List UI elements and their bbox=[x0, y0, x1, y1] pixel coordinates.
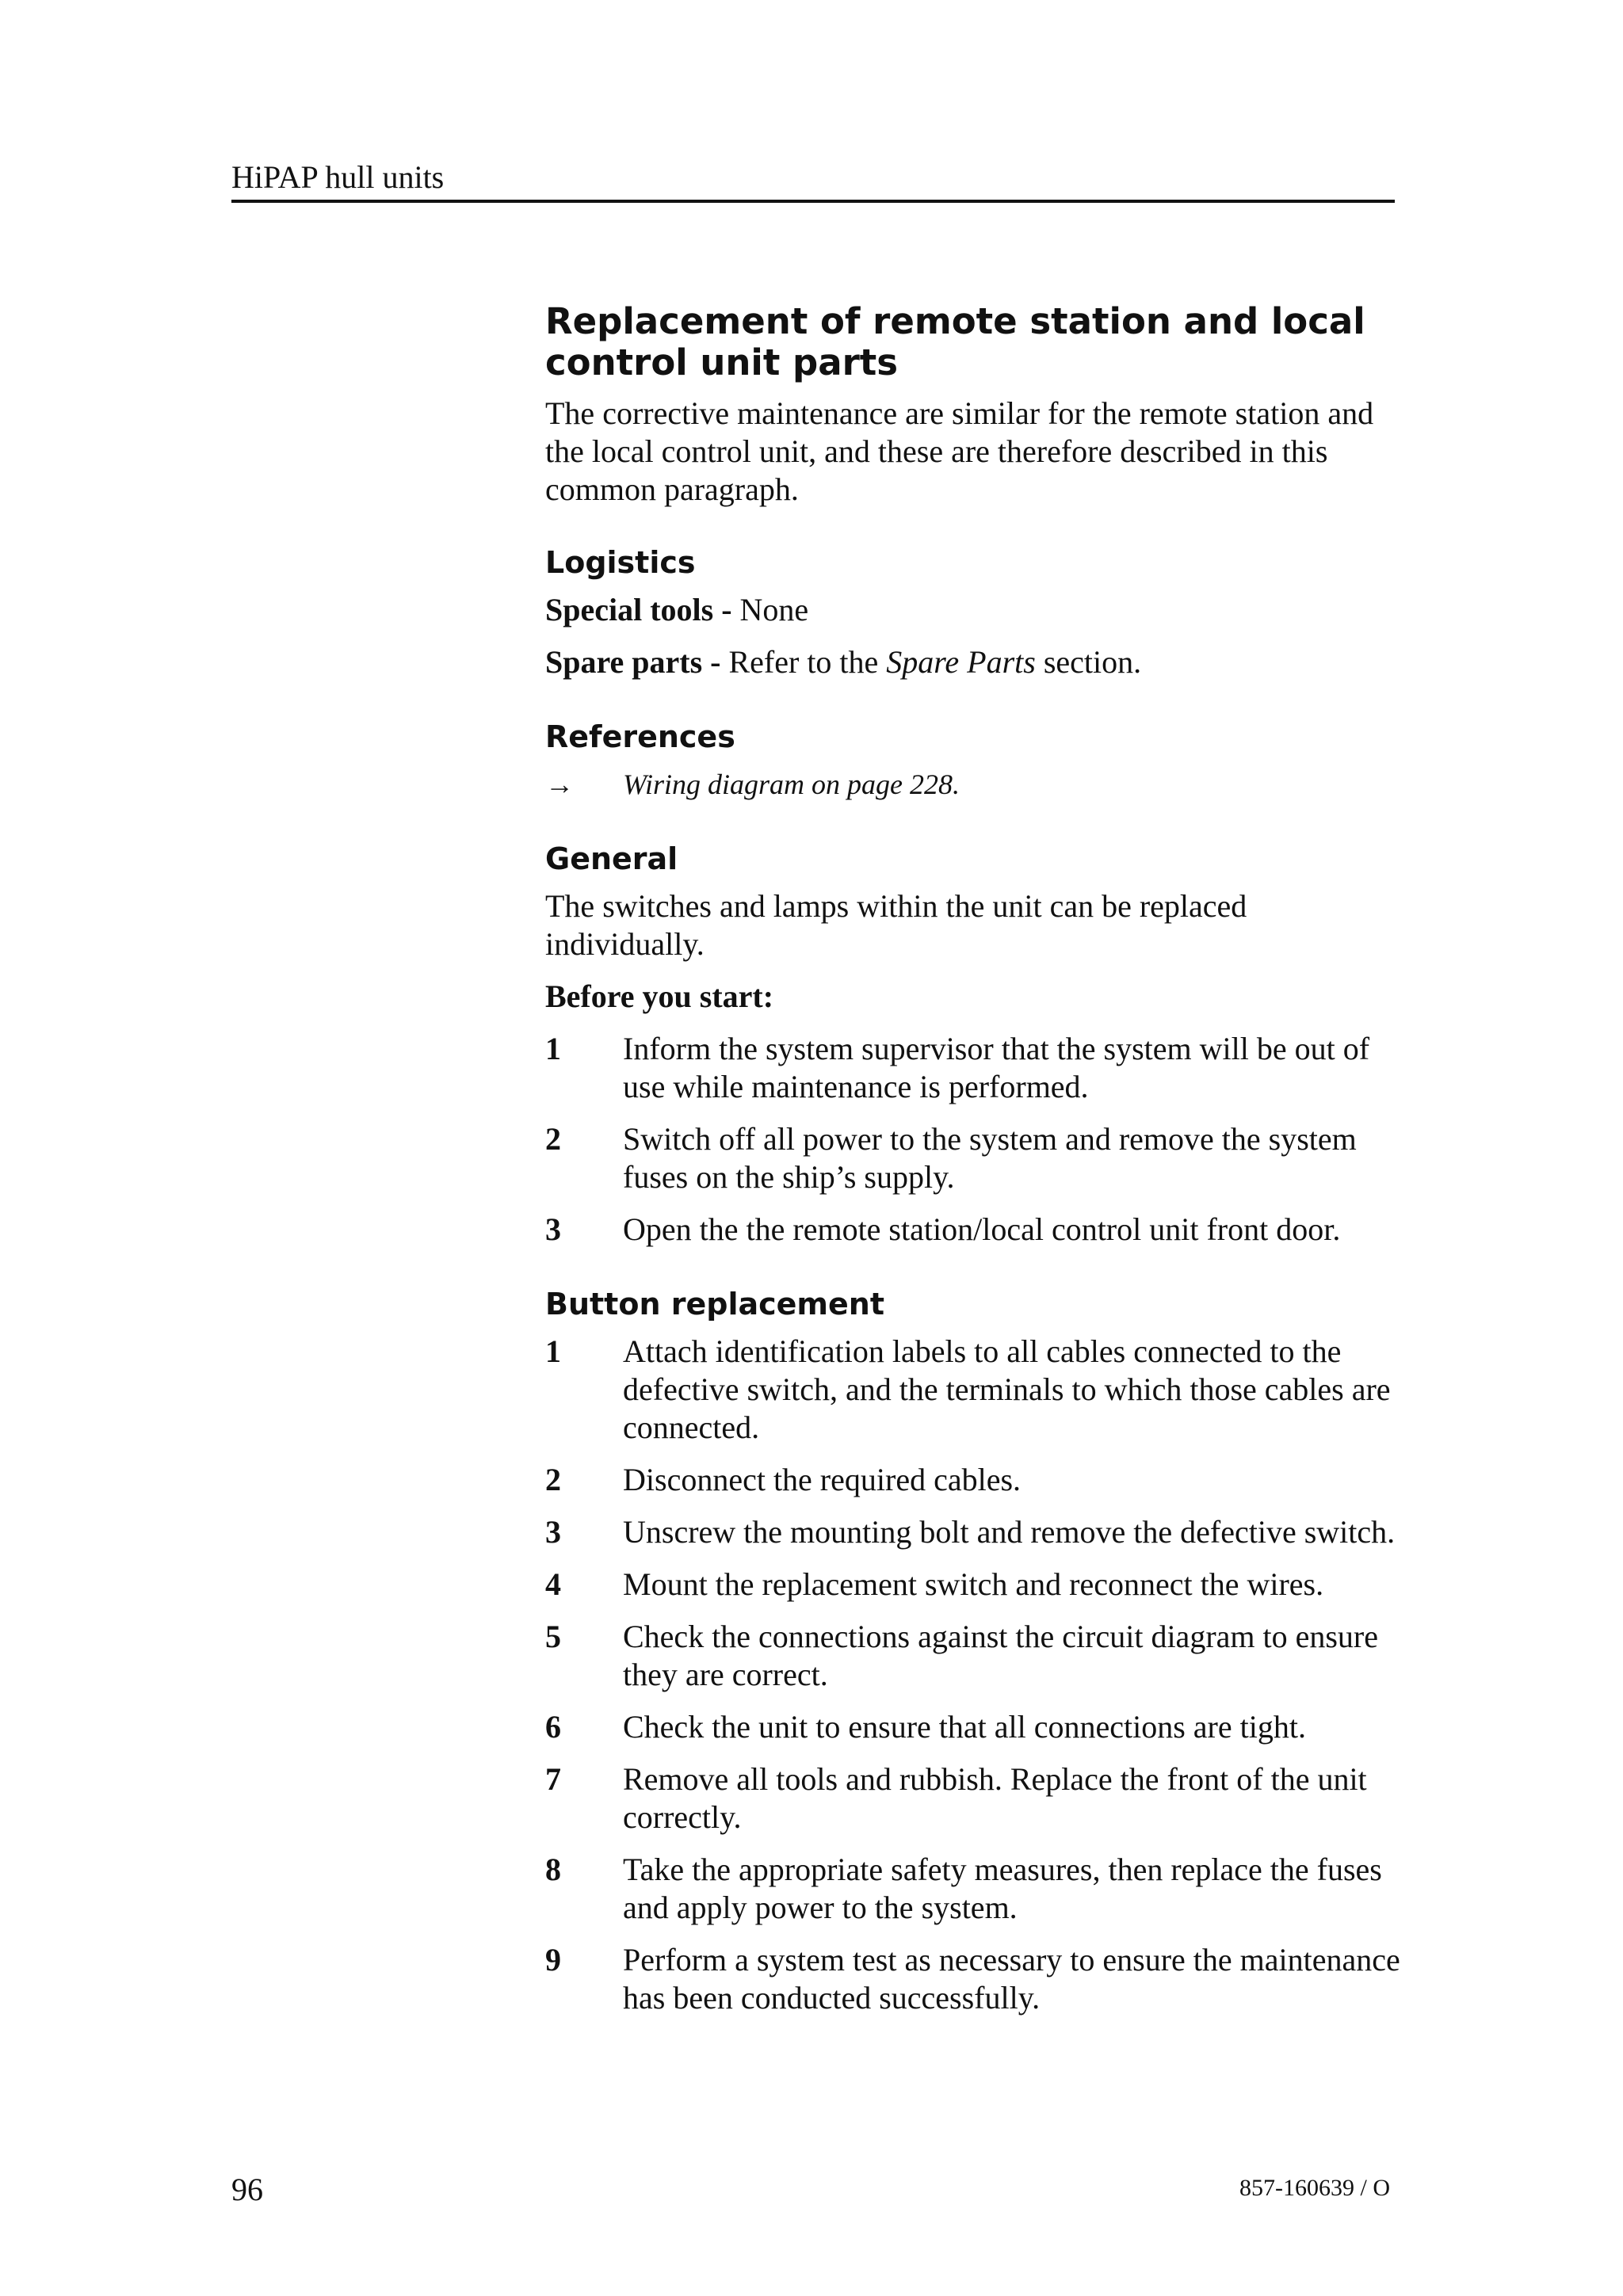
step-text: Disconnect the required cables. bbox=[623, 1462, 1022, 1497]
step-item bbox=[545, 1461, 1401, 1499]
section-intro: The corrective maintenance are similar for the remote station and the local control unit, and these are therefore described in this common paragraph. bbox=[545, 395, 1374, 507]
step-item bbox=[545, 1566, 1401, 1604]
button-replacement-heading: Button replacement bbox=[545, 1287, 885, 1322]
step-number: 2 bbox=[545, 1121, 561, 1157]
step-item bbox=[545, 1760, 1401, 1836]
button-replacement-steps bbox=[545, 1333, 1401, 2017]
spare-parts-prefix: Refer to the bbox=[728, 644, 879, 680]
step-text: Mount the replacement switch and reconnect the wires. bbox=[623, 1566, 1324, 1602]
step-item bbox=[545, 1030, 1401, 1106]
spare-parts-link[interactable]: Spare Parts bbox=[886, 644, 1036, 680]
general-text: The switches and lamps within the unit can be replaced individually. bbox=[545, 888, 1247, 962]
step-text: Perform a system test as necessary to ensure the maintenance has been conducted successfully. bbox=[623, 1942, 1400, 2016]
special-tools-value: None bbox=[739, 592, 809, 627]
step-text: Unscrew the mounting bolt and remove the defective switch. bbox=[623, 1514, 1396, 1550]
before-you-start-label: Before you start: bbox=[545, 978, 774, 1014]
step-item bbox=[545, 1851, 1401, 1927]
main-content bbox=[545, 301, 1401, 2050]
step-text: Check the connections against the circuit diagram to ensure they are correct. bbox=[623, 1619, 1379, 1692]
step-text: Take the appropriate safety measures, then replace the fuses and apply power to the system. bbox=[623, 1852, 1382, 1925]
reference-link[interactable]: Wiring diagram on page 228. bbox=[623, 769, 960, 800]
section-title: Replacement of remote station and local control unit parts bbox=[545, 300, 1365, 383]
arrow-right-icon: → bbox=[545, 769, 574, 800]
step-text: Switch off all power to the system and remove the system fuses on the ship’s supply. bbox=[623, 1121, 1357, 1195]
step-item bbox=[545, 1513, 1401, 1551]
step-number: 1 bbox=[545, 1031, 561, 1066]
step-number: 7 bbox=[545, 1761, 561, 1797]
step-number: 1 bbox=[545, 1333, 561, 1369]
special-tools-line bbox=[545, 591, 1401, 629]
step-number: 2 bbox=[545, 1462, 561, 1497]
document-id: 857-160639 / O bbox=[1239, 2175, 1390, 2201]
step-number: 4 bbox=[545, 1566, 561, 1602]
step-text: Attach identification labels to all cables connected to the defective switch, and the terminals to which those cables are connected. bbox=[623, 1333, 1391, 1445]
header-rule bbox=[231, 200, 1395, 203]
page-number: 96 bbox=[231, 2172, 263, 2207]
step-text: Remove all tools and rubbish. Replace the front of the unit correctly. bbox=[623, 1761, 1367, 1835]
special-tools-label: Special tools - bbox=[545, 592, 732, 627]
step-number: 6 bbox=[545, 1709, 561, 1745]
spare-parts-line bbox=[545, 643, 1401, 681]
step-number: 5 bbox=[545, 1619, 561, 1654]
general-heading: General bbox=[545, 841, 678, 876]
spare-parts-suffix: section. bbox=[1043, 644, 1142, 680]
reference-item bbox=[545, 765, 1401, 803]
step-item bbox=[545, 1333, 1401, 1447]
step-item bbox=[545, 1941, 1401, 2017]
spare-parts-label: Spare parts - bbox=[545, 644, 721, 680]
step-number: 8 bbox=[545, 1852, 561, 1887]
logistics-heading: Logistics bbox=[545, 545, 696, 580]
step-item bbox=[545, 1211, 1401, 1249]
step-item bbox=[545, 1618, 1401, 1694]
step-number: 3 bbox=[545, 1514, 561, 1550]
step-text: Check the unit to ensure that all connections are tight. bbox=[623, 1709, 1306, 1745]
running-header: HiPAP hull units bbox=[231, 159, 445, 195]
references-heading: References bbox=[545, 719, 735, 754]
step-number: 9 bbox=[545, 1942, 561, 1978]
step-item bbox=[545, 1120, 1401, 1196]
before-you-start-steps bbox=[545, 1030, 1401, 1249]
step-item bbox=[545, 1708, 1401, 1746]
step-text: Inform the system supervisor that the system will be out of use while maintenance is performed. bbox=[623, 1031, 1370, 1104]
step-number: 3 bbox=[545, 1211, 561, 1247]
step-text: Open the the remote station/local control unit front door. bbox=[623, 1211, 1341, 1247]
